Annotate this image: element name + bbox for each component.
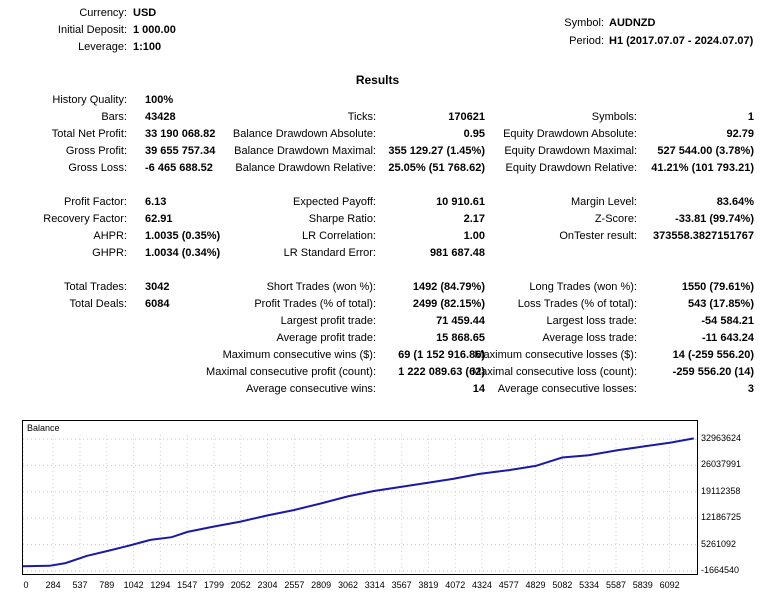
x-tick-label: 4072 xyxy=(445,580,466,590)
stat-value: 25.05% (51 768.62) xyxy=(388,162,485,174)
stat-label: Profit Trades (% of total): xyxy=(254,298,376,310)
stat-value: 543 (17.85%) xyxy=(687,298,754,310)
stat-value: 43428 xyxy=(145,111,176,123)
stat-label: Balance Drawdown Relative: xyxy=(235,162,376,174)
stat-value: 1550 (79.61%) xyxy=(681,281,754,293)
stat-value: 62.91 xyxy=(145,213,173,225)
stat-label: Short Trades (won %): xyxy=(266,281,376,293)
x-tick-label: 4577 xyxy=(498,580,519,590)
balance-series-line xyxy=(23,438,694,566)
stat-value: 100% xyxy=(145,94,174,106)
stat-label: Equity Drawdown Maximal: xyxy=(504,145,637,157)
x-tick-label: 2304 xyxy=(257,580,278,590)
stat-label: LR Standard Error: xyxy=(283,247,376,259)
symbol-value: AUDNZD xyxy=(609,17,656,29)
x-tick-label: 5334 xyxy=(579,580,600,590)
x-tick-label: 4829 xyxy=(525,580,546,590)
stat-label: Maximal consecutive loss (count): xyxy=(471,366,637,378)
period-value: H1 (2017.07.07 - 2024.07.07) xyxy=(609,35,754,47)
x-tick-label: 1547 xyxy=(177,580,198,590)
stat-label: Balance Drawdown Maximal: xyxy=(234,145,376,157)
x-tick-label: 5839 xyxy=(632,580,653,590)
stat-value: 527 544.00 (3.78%) xyxy=(657,145,754,157)
x-tick-label: 1799 xyxy=(203,580,224,590)
stat-label: Z-Score: xyxy=(594,213,637,225)
leverage-value: 1:100 xyxy=(133,41,162,53)
leverage-label: Leverage: xyxy=(78,41,127,53)
stat-value: 1.00 xyxy=(463,230,485,242)
y-tick-label: 5261092 xyxy=(701,538,737,549)
period-label: Period: xyxy=(569,35,604,47)
currency-label: Currency: xyxy=(79,7,127,19)
stat-label: Margin Level: xyxy=(570,196,637,208)
stat-label: Symbols: xyxy=(591,111,637,123)
stat-label: Sharpe Ratio: xyxy=(308,213,376,225)
stat-label: Average consecutive losses: xyxy=(497,383,637,395)
x-tick-label: 3567 xyxy=(391,580,412,590)
stat-label: Maximum consecutive losses ($): xyxy=(474,349,637,361)
stat-label: Ticks: xyxy=(347,111,376,123)
stat-label: Largest loss trade: xyxy=(546,315,637,327)
stat-value: 92.79 xyxy=(726,128,754,140)
stat-label: Gross Profit: xyxy=(65,145,127,157)
initial-deposit-value: 1 000.00 xyxy=(133,24,176,36)
stat-label: Long Trades (won %): xyxy=(529,281,637,293)
stat-value: 1.0035 (0.35%) xyxy=(145,230,221,242)
y-tick-label: 26037991 xyxy=(701,459,742,470)
x-tick-label: 3062 xyxy=(337,580,359,590)
stat-value: 6084 xyxy=(145,298,170,310)
stat-label: Average consecutive wins: xyxy=(245,383,376,395)
stat-label: Gross Loss: xyxy=(68,162,127,174)
stat-value: 83.64% xyxy=(716,196,754,208)
stat-value: -6 465 688.52 xyxy=(145,162,213,174)
stat-value: 170621 xyxy=(448,111,485,123)
stat-label: Loss Trades (% of total): xyxy=(517,298,637,310)
x-tick-label: 537 xyxy=(72,580,88,590)
stat-value: 2499 (82.15%) xyxy=(412,298,485,310)
y-tick-label: -1664540 xyxy=(701,565,740,575)
x-tick-label: 1294 xyxy=(150,580,171,590)
stat-label: GHPR: xyxy=(92,247,127,259)
stat-value: 14 xyxy=(472,383,485,395)
stat-value: 41.21% (101 793.21) xyxy=(651,162,754,174)
stat-label: Balance Drawdown Absolute: xyxy=(232,128,376,140)
currency-value: USD xyxy=(133,7,157,19)
x-tick-label: 0 xyxy=(23,580,29,590)
stat-value: 981 687.48 xyxy=(429,247,485,259)
stat-label: Recovery Factor: xyxy=(43,213,127,225)
stat-value: 10 910.61 xyxy=(436,196,485,208)
initial-deposit-label: Initial Deposit: xyxy=(57,24,127,36)
stat-value: -11 643.24 xyxy=(702,332,754,344)
stat-value: -54 584.21 xyxy=(701,315,754,327)
stat-label: Maximal consecutive profit (count): xyxy=(206,366,376,378)
stat-label: Profit Factor: xyxy=(64,196,127,208)
stat-label: Equity Drawdown Absolute: xyxy=(503,128,637,140)
x-tick-label: 789 xyxy=(99,580,115,590)
stat-label: AHPR: xyxy=(93,230,127,242)
x-tick-label: 3819 xyxy=(418,580,439,590)
balance-chart-plot xyxy=(23,421,699,576)
stat-value: 0.95 xyxy=(463,128,485,140)
chart-title: Balance xyxy=(27,423,60,433)
stat-label: History Quality: xyxy=(52,94,127,106)
stat-label: Maximum consecutive wins ($): xyxy=(222,349,376,361)
y-tick-label: 32963624 xyxy=(701,432,742,443)
y-tick-label: 19112358 xyxy=(701,485,741,496)
stat-value: 1.0034 (0.34%) xyxy=(145,247,221,259)
x-tick-label: 6092 xyxy=(659,580,680,590)
stat-value: -33.81 (99.74%) xyxy=(675,213,754,225)
stat-value: 1 xyxy=(747,111,754,123)
stat-value: 1492 (84.79%) xyxy=(412,281,485,293)
x-tick-label: 5587 xyxy=(605,580,627,590)
stat-label: Total Deals: xyxy=(69,298,127,310)
x-tick-label: 1042 xyxy=(123,580,144,590)
stat-value: 3 xyxy=(747,383,754,395)
stat-label: OnTester result: xyxy=(559,230,637,242)
stat-label: Expected Payoff: xyxy=(293,196,376,208)
x-tick-label: 2809 xyxy=(311,580,332,590)
stat-label: Total Net Profit: xyxy=(51,128,127,140)
stat-value: 15 868.65 xyxy=(436,332,485,344)
stat-value: 14 (-259 556.20) xyxy=(672,349,754,361)
x-tick-label: 2052 xyxy=(230,580,251,590)
stat-label: Total Trades: xyxy=(64,281,127,293)
stat-label: Average loss trade: xyxy=(542,332,637,344)
stat-value: 3042 xyxy=(145,281,170,293)
symbol-label: Symbol: xyxy=(564,17,604,29)
x-tick-label: 2557 xyxy=(284,580,305,590)
stat-label: LR Correlation: xyxy=(302,230,376,242)
stat-label: Largest profit trade: xyxy=(280,315,376,327)
x-tick-label: 4324 xyxy=(471,580,492,590)
stat-value: 69 (1 152 916.86) xyxy=(398,349,485,361)
stat-label: Average profit trade: xyxy=(276,332,376,344)
stat-value: 373558.3827151767 xyxy=(653,230,754,242)
x-tick-label: 284 xyxy=(45,580,61,590)
stat-value: 39 655 757.34 xyxy=(145,145,216,157)
stat-label: Bars: xyxy=(101,111,127,123)
stat-value: 355 129.27 (1.45%) xyxy=(388,145,485,157)
stat-label: Equity Drawdown Relative: xyxy=(505,162,637,174)
y-tick-label: 12186725 xyxy=(701,512,742,523)
stat-value: 2.17 xyxy=(463,213,485,225)
results-title: Results xyxy=(355,73,400,87)
stat-value: 1 222 089.63 (62) xyxy=(398,366,485,378)
x-tick-label: 5082 xyxy=(552,580,573,590)
x-tick-label: 3314 xyxy=(364,580,385,590)
stat-value: 6.13 xyxy=(145,196,167,208)
stat-value: 33 190 068.82 xyxy=(145,128,216,140)
stat-value: -259 556.20 (14) xyxy=(672,366,754,378)
stat-value: 71 459.44 xyxy=(436,315,485,327)
balance-chart xyxy=(22,420,698,575)
